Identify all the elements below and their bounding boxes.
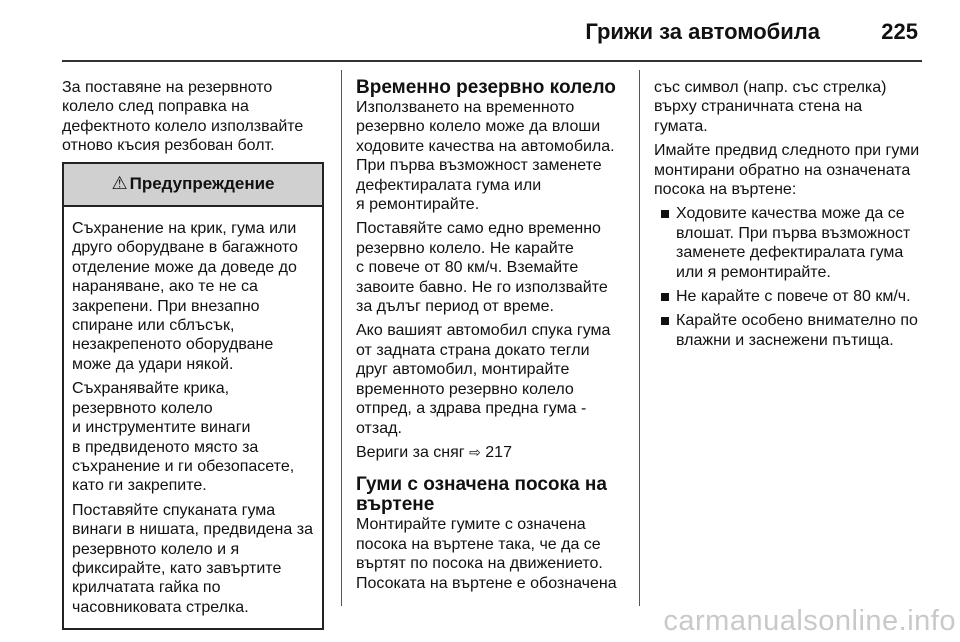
column-1 bbox=[62, 78, 324, 630]
column-3 bbox=[654, 78, 926, 355]
section-heading-spare-wheel: Временно резервно колело bbox=[356, 77, 616, 98]
body-paragraph: Имайте предвид следното при гуми монтирани обратно на означената посока на въртене: bbox=[654, 142, 920, 199]
header-divider bbox=[62, 60, 922, 62]
bullet-list bbox=[654, 204, 926, 350]
column-2 bbox=[356, 78, 628, 598]
column-divider-2 bbox=[639, 70, 640, 606]
section-heading-directional-tyres: Гуми с означена посока на въртене bbox=[356, 474, 607, 516]
cross-reference-page: 217 bbox=[485, 443, 512, 461]
list-item: Карайте особено внимателно по влажни и заснежени пътища. bbox=[654, 311, 926, 350]
watermark: carmanualsonline.info bbox=[663, 605, 956, 637]
warning-paragraph: Съхранявайте крика, резервното колело и инструментите винаги в предвиденото място за съхранение и ги обезопасете, като ги закрепите. bbox=[72, 380, 295, 495]
warning-triangle-icon: ⚠ bbox=[111, 172, 128, 193]
page-title: Грижи за автомобила bbox=[585, 19, 820, 44]
column-divider-1 bbox=[341, 70, 342, 606]
body-paragraph: със символ (напр. със стрелка) върху страничната стена на гумата. bbox=[654, 79, 887, 135]
warning-body bbox=[64, 207, 322, 628]
warning-header bbox=[64, 164, 322, 207]
page-header bbox=[0, 0, 960, 62]
arrow-right-icon: ⇨ bbox=[469, 443, 481, 460]
body-paragraph: Монтирайте гумите с означена посока на въртене така, че да се въртят по посока на движението. Посоката на въртене е обозначена bbox=[356, 516, 617, 592]
warning-box bbox=[62, 162, 324, 631]
list-item: Не карайте с повече от 80 км/ч. bbox=[654, 287, 926, 306]
warning-paragraph: Съхранение на крик, гума или друго оборудване в багажното отделение може да доведе до нараняване, ако те не са закрепени. При внезапно спиране или сблъсък, незакрепеното оборудване може да удари някой. bbox=[72, 220, 298, 373]
cross-reference-text: Вериги за сняг bbox=[356, 443, 465, 461]
body-paragraph: Използването на временното резервно колело може да влоши ходовите качества на автомобила. При първа възможност заменете дефектиралата гума или я ремонтирайте. bbox=[356, 99, 615, 214]
body-paragraph: Ако вашият автомобил спука гума от задната страна докато тегли друг автомобил, монтирайте временното резервно колело отпред, а здрава предна гума - отзад. bbox=[356, 322, 611, 437]
cross-reference[interactable] bbox=[356, 443, 628, 462]
list-item: Ходовите качества може да се влошат. При първа възможност заменете дефектиралата гума или я ремонтирайте. bbox=[654, 204, 926, 282]
body-paragraph: Поставяйте само едно временно резервно колело. Не карайте с повече от 80 км/ч. Вземайте завоите бавно. Не го използвайте за дълъг период от време. bbox=[356, 220, 608, 316]
warning-paragraph: Поставяйте спуканата гума винаги в нишата, предвидена за резервното колело и я фиксирайте, като завъртите крилчатата гайка по часовниковата стрелка. bbox=[72, 501, 313, 616]
intro-paragraph: За поставяне на резервното колело след поправка на дефектното колело използвайте отново късия резбован болт. bbox=[62, 79, 304, 155]
page-number: 225 bbox=[881, 19, 918, 44]
warning-title: Предупреждение bbox=[129, 173, 275, 193]
